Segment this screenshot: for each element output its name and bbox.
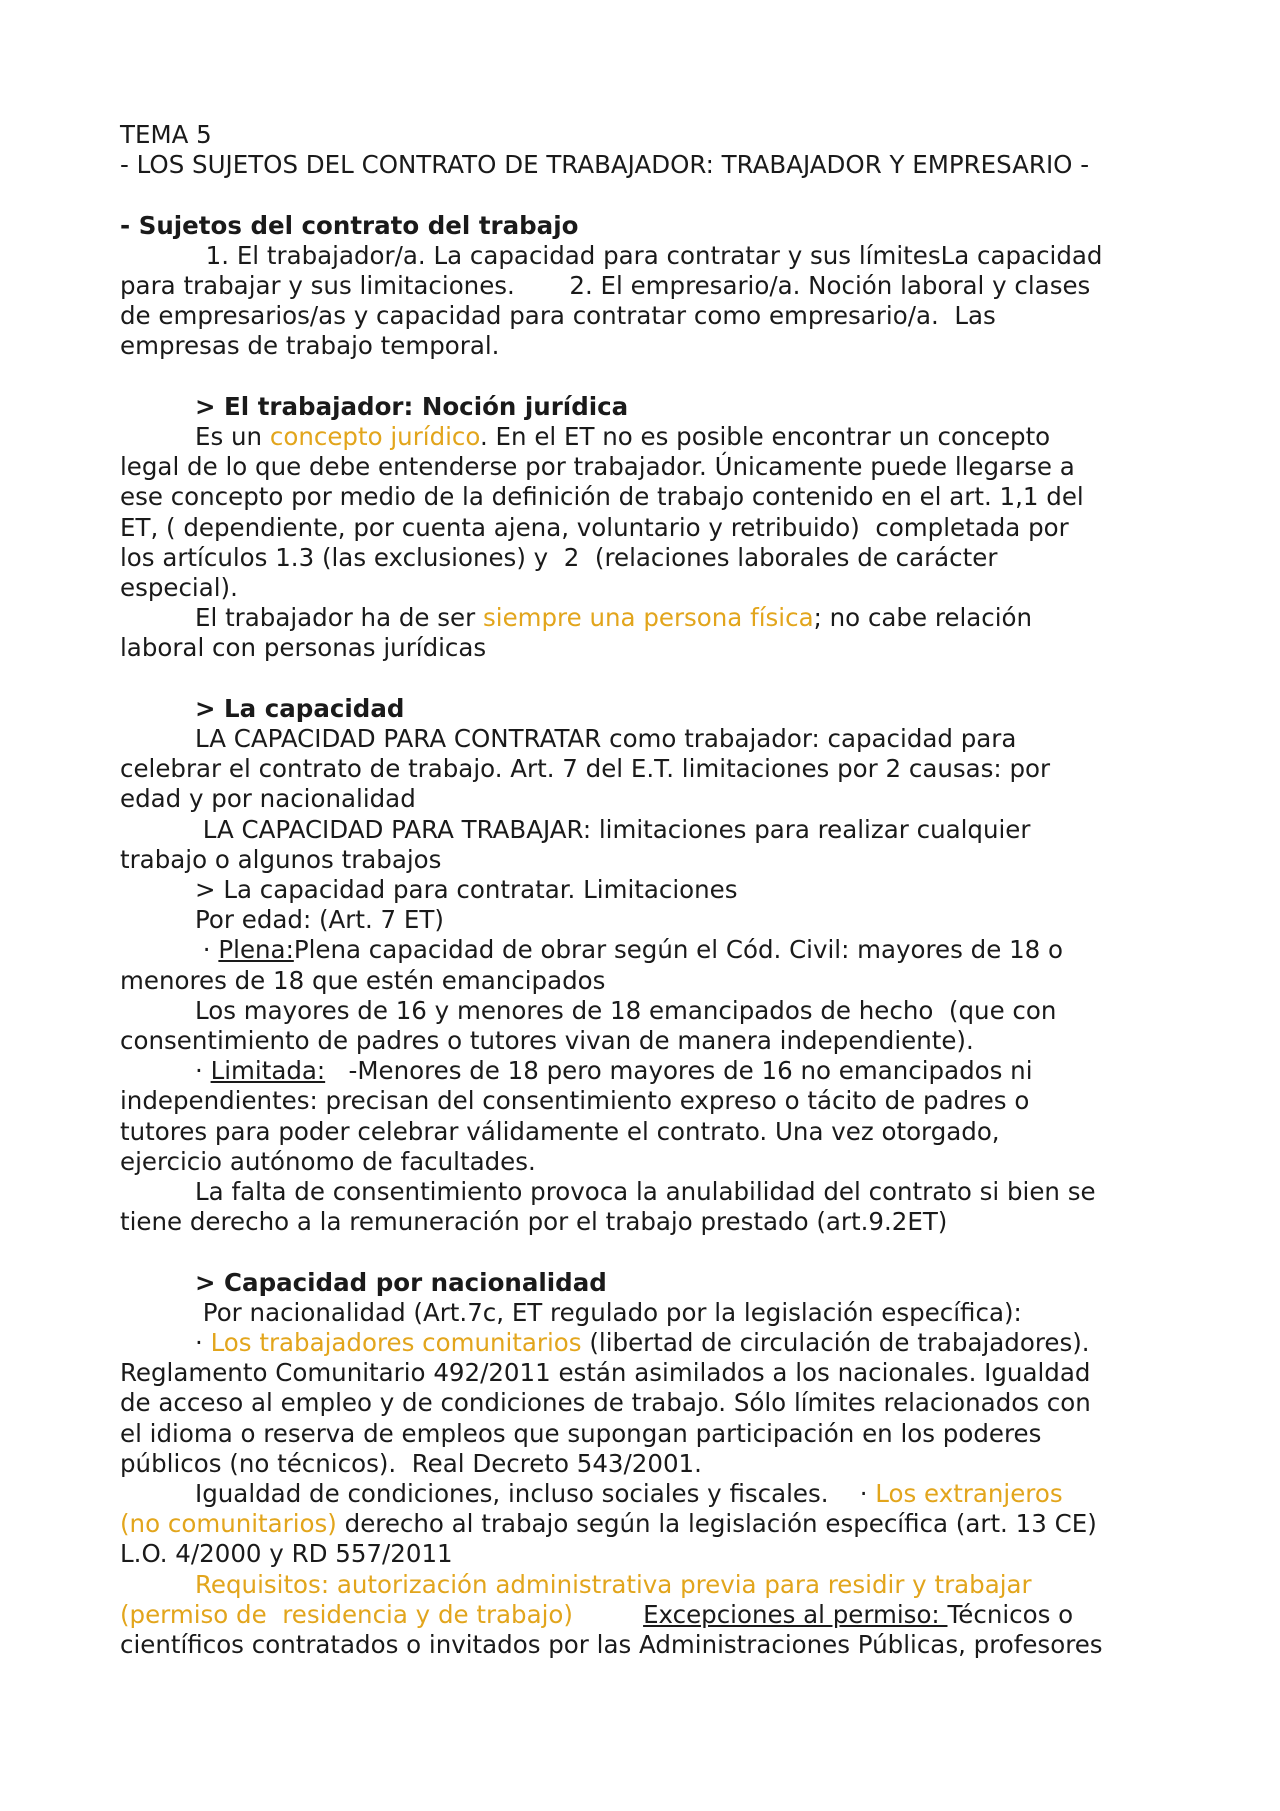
- paragraph-line: La falta de consentimiento provoca la anulabilidad del contrato si bien se: [195, 1177, 1096, 1207]
- paragraph-line: trabajo o algunos trabajos: [120, 844, 442, 874]
- paragraph-line: LA CAPACIDAD PARA CONTRATAR como trabajador: capacidad para: [195, 724, 1017, 754]
- paragraph-line: [120, 422, 1180, 452]
- paragraph-line: tutores para poder celebrar válidamente el contrato. Una vez otorgado,: [120, 1116, 1000, 1146]
- highlight-requisitos: Requisitos: autorización administrativa previa para residir y trabajar: [195, 1569, 1032, 1599]
- text-run: -Menores de 18 pero mayores de 16 no emancipados ni: [325, 1056, 1033, 1086]
- paragraph-line: L.O. 4/2000 y RD 557/2011: [120, 1539, 453, 1569]
- spacer: [120, 180, 1180, 210]
- text-run: [573, 1600, 643, 1629]
- paragraph-line: laboral con personas jurídicas: [120, 633, 487, 663]
- section-heading-nacionalidad: > Capacidad por nacionalidad: [195, 1267, 607, 1297]
- paragraph-line: ET, ( dependiente, por cuenta ajena, voluntario y retribuido) completada por: [120, 512, 1069, 542]
- paragraph-line: Por nacionalidad (Art.7c, ET regulado por la legislación específica):: [195, 1297, 1022, 1327]
- paragraph-line: ejercicio autónomo de facultades.: [120, 1146, 536, 1176]
- text-run: Técnicos o: [947, 1599, 1074, 1629]
- paragraph-line: [120, 1328, 1180, 1358]
- underlined-excepciones: Excepciones al permiso:: [643, 1599, 948, 1629]
- section-heading-sujetos: - Sujetos del contrato del trabajo: [120, 210, 579, 240]
- paragraph-line: LA CAPACIDAD PARA TRABAJAR: limitaciones para realizar cualquier: [195, 814, 1031, 844]
- paragraph-line: tiene derecho a la remuneración por el trabajo prestado (art.9.2ET): [120, 1207, 948, 1237]
- text-run: derecho al trabajo según la legislación específica (art. 13 CE): [336, 1509, 1097, 1539]
- paragraph-line: > La capacidad para contratar. Limitaciones: [195, 875, 738, 905]
- underlined-limitada: Limitada:: [210, 1056, 326, 1086]
- paragraph-line: consentimiento de padres o tutores vivan de manera independiente).: [120, 1026, 974, 1056]
- paragraph-line: [120, 1570, 1180, 1600]
- text-run: El trabajador ha de ser: [195, 603, 483, 633]
- paragraph-line: [120, 1509, 1180, 1539]
- highlight-concepto-juridico: concepto jurídico: [269, 422, 480, 451]
- highlight-permiso: (permiso de residencia y de trabajo): [120, 1599, 573, 1629]
- text-run: ; no cabe relación: [813, 603, 1033, 633]
- paragraph-line: [120, 603, 1180, 633]
- highlight-extranjeros: Los extranjeros: [875, 1479, 1063, 1509]
- paragraph-line: menores de 18 que estén emancipados: [120, 965, 606, 995]
- paragraph-line: especial).: [120, 573, 238, 603]
- document-subtitle: - LOS SUJETOS DEL CONTRATO DE TRABAJADOR: TRABAJADOR Y EMPRESARIO -: [120, 150, 1090, 180]
- text-run: ·: [195, 935, 219, 965]
- highlight-trabajadores-comunitarios: Los trabajadores comunitarios: [210, 1328, 582, 1358]
- text-run: . En el ET no es posible encontrar un concepto: [479, 422, 1051, 451]
- paragraph-line: 1. El trabajador/a. La capacidad para contratar y sus límitesLa capacidad: [120, 240, 1103, 270]
- paragraph-line: los artículos 1.3 (las exclusiones) y 2 (relaciones laborales de carácter: [120, 542, 998, 572]
- paragraph-line: de empresarios/as y capacidad para contratar como empresario/a. Las: [120, 301, 996, 331]
- text-run: Es un: [195, 422, 270, 451]
- paragraph-line: [120, 1056, 1180, 1086]
- tema-title: TEMA 5: [120, 120, 212, 149]
- text-run: ·: [195, 1328, 211, 1358]
- highlight-no-comunitarios: (no comunitarios): [120, 1509, 337, 1539]
- underlined-plena: Plena:: [218, 935, 294, 965]
- paragraph-line: Los mayores de 16 y menores de 18 emancipados de hecho (que con: [195, 995, 1057, 1025]
- paragraph-line: Por edad: (Art. 7 ET): [195, 905, 444, 935]
- spacer: [120, 362, 1180, 392]
- section-heading-trabajador: > El trabajador: Noción jurídica: [195, 391, 629, 421]
- paragraph-line: [120, 935, 1180, 965]
- paragraph-line: celebrar el contrato de trabajo. Art. 7 del E.T. limitaciones por 2 causas: por: [120, 754, 1051, 784]
- text-run: Plena capacidad de obrar según el Cód. Civil: mayores de 18 o: [293, 935, 1064, 965]
- paragraph-line: [120, 1479, 1180, 1509]
- text-run: (libertad de circulación de trabajadores).: [581, 1328, 1090, 1358]
- paragraph-line: legal de lo que debe entenderse por trabajador. Únicamente puede llegarse a: [120, 452, 1075, 482]
- paragraph-line: para trabajar y sus limitaciones. 2. El empresario/a. Noción laboral y clases: [120, 271, 1091, 300]
- paragraph-line: el idioma o reserva de empleos que supongan participación en los poderes: [120, 1418, 1042, 1448]
- paragraph-line: independientes: precisan del consentimiento expreso o tácito de padres o: [120, 1086, 1030, 1116]
- text-run: Igualdad de condiciones, incluso sociales y fiscales. ·: [195, 1479, 876, 1509]
- paragraph-line: de acceso al empleo y de condiciones de trabajo. Sólo límites relacionados con: [120, 1388, 1091, 1418]
- paragraph-line: empresas de trabajo temporal.: [120, 331, 500, 361]
- paragraph-line: Reglamento Comunitario 492/2011 están asimilados a los nacionales. Igualdad: [120, 1358, 1091, 1388]
- paragraph-line: científicos contratados o invitados por las Administraciones Públicas, profesores: [120, 1630, 1103, 1660]
- spacer: [120, 1237, 1180, 1267]
- spacer: [120, 664, 1180, 694]
- paragraph-line: edad y por nacionalidad: [120, 784, 416, 814]
- paragraph-line: ese concepto por medio de la definición de trabajo contenido en el art. 1,1 del: [120, 482, 1084, 512]
- section-heading-capacidad: > La capacidad: [195, 693, 405, 723]
- text-run: ·: [195, 1056, 211, 1086]
- paragraph-line: públicos (no técnicos). Real Decreto 543/2001.: [120, 1448, 702, 1478]
- highlight-persona-fisica: siempre una persona física: [483, 603, 814, 633]
- paragraph-line: [120, 1600, 1180, 1630]
